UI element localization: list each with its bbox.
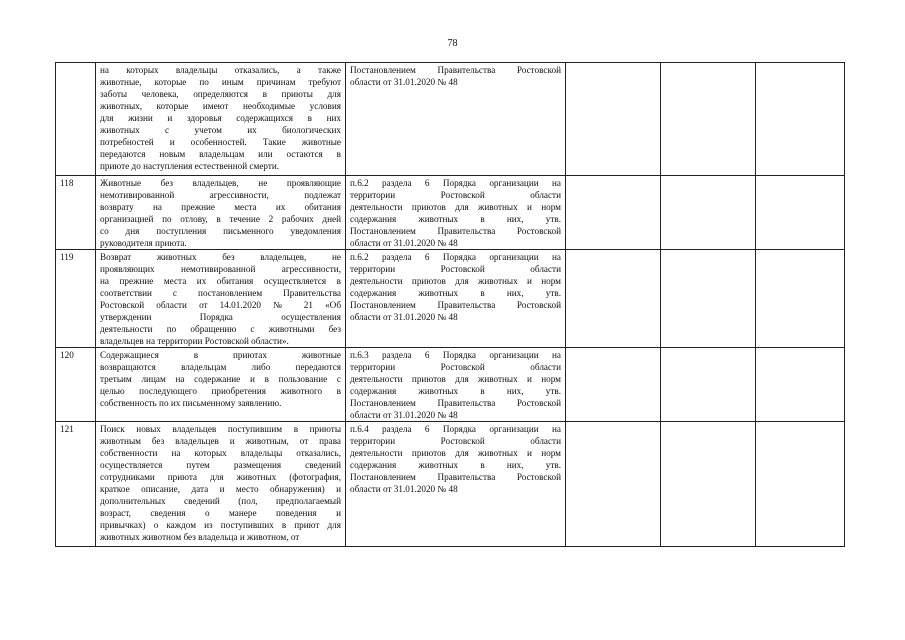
requirement-text-line: руководителя приюта. bbox=[100, 238, 187, 248]
requirement-text bbox=[96, 63, 346, 176]
legal-basis-line: Постановлением Правительства Ростовской bbox=[350, 472, 561, 482]
check-cell-c bbox=[756, 176, 845, 250]
requirements-table bbox=[55, 62, 845, 547]
legal-basis-line: территории Ростовской области bbox=[350, 264, 561, 274]
legal-basis-line: деятельности приютов для животных и норм bbox=[350, 276, 561, 286]
legal-basis-line: п.6.4 раздела 6 Порядка организации на bbox=[350, 424, 561, 434]
check-cell-b bbox=[661, 348, 756, 422]
requirement-text-line: со дня поступления письменного уведомления bbox=[100, 226, 341, 236]
row-number bbox=[56, 63, 96, 176]
legal-basis-line: области от 31.01.2020 № 48 bbox=[350, 77, 458, 87]
requirement-text-line: привычках) о каждом из поступивших в приют для bbox=[100, 520, 341, 530]
requirement-text-line: целью последующего приобретения животного в bbox=[100, 386, 341, 396]
legal-basis-line: деятельности приютов для животных и норм bbox=[350, 374, 561, 384]
requirement-text-line: Животные без владельцев, не проявляющие bbox=[100, 178, 341, 188]
requirement-text bbox=[96, 176, 346, 250]
check-cell-b bbox=[661, 250, 756, 348]
table-row bbox=[56, 250, 845, 348]
requirement-text bbox=[96, 422, 346, 547]
requirement-text-line: на которых владельцы отказались, а также bbox=[100, 65, 341, 75]
table-row bbox=[56, 176, 845, 250]
requirement-text-line: для жизни и здоровья содержащихся в них bbox=[100, 113, 341, 123]
row-number: 119 bbox=[56, 250, 96, 348]
requirement-text-line: животные, которые по иным причинам требуют bbox=[100, 77, 341, 87]
requirement-text-line: утверждении Порядка осуществления bbox=[100, 312, 341, 322]
requirement-text bbox=[96, 348, 346, 422]
table-row bbox=[56, 63, 845, 176]
legal-basis-line: Постановлением Правительства Ростовской bbox=[350, 226, 561, 236]
requirement-text-line: Поиск новых владельцев поступившим в приюты bbox=[100, 424, 341, 434]
legal-basis-line: области от 31.01.2020 № 48 bbox=[350, 484, 458, 494]
requirement-text-line: дополнительных сведений (пол, предполагаемый bbox=[100, 496, 341, 506]
requirement-text-line: организацией по отлову, в течение 2 рабочих дней bbox=[100, 214, 341, 224]
requirement-text-line: собственность по их письменному заявлению. bbox=[100, 398, 282, 408]
check-cell-b bbox=[661, 422, 756, 547]
row-number: 118 bbox=[56, 176, 96, 250]
row-number: 121 bbox=[56, 422, 96, 547]
check-cell-c bbox=[756, 63, 845, 176]
requirement-text-line: животных животном без владельца и животном, от bbox=[100, 532, 300, 542]
requirement-text-line: третьим лицам на содержание и в пользование с bbox=[100, 374, 341, 384]
legal-basis-line: п.6.2 раздела 6 Порядка организации на bbox=[350, 178, 561, 188]
requirement-text-line: животных с учетом их биологических bbox=[100, 125, 341, 135]
check-cell-b bbox=[661, 176, 756, 250]
requirement-text-line: возраст, сведения о манере поведения и bbox=[100, 508, 341, 518]
check-cell-a bbox=[566, 422, 661, 547]
requirement-text-line: животным без владельцев и животным, от права bbox=[100, 436, 341, 446]
requirement-text bbox=[96, 250, 346, 348]
requirement-text-line: собственности на которых владельцы отказались, bbox=[100, 448, 341, 458]
check-cell-a bbox=[566, 176, 661, 250]
check-cell-b bbox=[661, 63, 756, 176]
legal-basis-line: территории Ростовской области bbox=[350, 190, 561, 200]
check-cell-a bbox=[566, 250, 661, 348]
check-cell-c bbox=[756, 422, 845, 547]
table-row bbox=[56, 348, 845, 422]
requirement-text-line: животных, которые имеют необходимые условия bbox=[100, 101, 341, 111]
legal-basis-line: п.6.3 раздела 6 Порядка организации на bbox=[350, 350, 561, 360]
page-number: 78 bbox=[447, 38, 458, 49]
legal-basis-line: Постановлением Правительства Ростовской bbox=[350, 300, 561, 310]
requirement-text-line: на прежние места их обитания осуществляется в bbox=[100, 276, 341, 286]
legal-basis-line: области от 31.01.2020 № 48 bbox=[350, 312, 458, 322]
legal-basis bbox=[346, 348, 566, 422]
check-cell-c bbox=[756, 348, 845, 422]
requirement-text-line: сотрудниками приюта для животных (фотография, bbox=[100, 472, 341, 482]
legal-basis-line: Постановлением Правительства Ростовской bbox=[350, 398, 561, 408]
table-row bbox=[56, 422, 845, 547]
table-body bbox=[56, 63, 845, 547]
requirement-text-line: осуществляется путем размещения сведений bbox=[100, 460, 341, 470]
requirement-text-line: Содержащиеся в приютах животные bbox=[100, 350, 341, 360]
requirement-text-line: возврату на прежние места их обитания bbox=[100, 202, 341, 212]
requirement-text-line: приюте до наступления естественной смерти. bbox=[100, 161, 280, 171]
requirement-text-line: немотивированной агрессивности, подлежат bbox=[100, 190, 341, 200]
requirement-text-line: краткое описание, дата и место обнаружения) и bbox=[100, 484, 341, 494]
requirement-text-line: Возврат животных без владельцев, не bbox=[100, 252, 341, 262]
check-cell-a bbox=[566, 348, 661, 422]
requirement-text-line: передаются новым владельцам или остаются в bbox=[100, 149, 341, 159]
requirement-text-line: Ростовской области от 14.01.2020 № 21 «Об bbox=[100, 300, 341, 310]
legal-basis-line: территории Ростовской области bbox=[350, 436, 561, 446]
legal-basis-line: области от 31.01.2020 № 48 bbox=[350, 238, 458, 248]
legal-basis bbox=[346, 250, 566, 348]
requirement-text-line: потребностей и особенностей. Такие животные bbox=[100, 137, 341, 147]
requirement-text-line: деятельности по обращению с животными без bbox=[100, 324, 341, 334]
requirement-text-line: заботы человека, определяются в приюты для bbox=[100, 89, 341, 99]
legal-basis-line: области от 31.01.2020 № 48 bbox=[350, 410, 458, 420]
row-number: 120 bbox=[56, 348, 96, 422]
legal-basis-line: территории Ростовской области bbox=[350, 362, 561, 372]
legal-basis bbox=[346, 63, 566, 176]
legal-basis-line: деятельности приютов для животных и норм bbox=[350, 448, 561, 458]
legal-basis bbox=[346, 176, 566, 250]
legal-basis-line: содержания животных в них, утв. bbox=[350, 460, 561, 470]
check-cell-c bbox=[756, 250, 845, 348]
legal-basis-line: Постановлением Правительства Ростовской bbox=[350, 65, 561, 75]
legal-basis bbox=[346, 422, 566, 547]
requirement-text-line: владельцев на территории Ростовской области». bbox=[100, 336, 289, 346]
legal-basis-line: содержания животных в них, утв. bbox=[350, 214, 561, 224]
legal-basis-line: п.6.2 раздела 6 Порядка организации на bbox=[350, 252, 561, 262]
legal-basis-line: деятельности приютов для животных и норм bbox=[350, 202, 561, 212]
requirement-text-line: возвращаются владельцам либо передаются bbox=[100, 362, 341, 372]
requirement-text-line: соответствии с постановлением Правительства bbox=[100, 288, 341, 298]
requirement-text-line: проявляющих немотивированной агрессивности, bbox=[100, 264, 341, 274]
legal-basis-line: содержания животных в них, утв. bbox=[350, 386, 561, 396]
legal-basis-line: содержания животных в них, утв. bbox=[350, 288, 561, 298]
check-cell-a bbox=[566, 63, 661, 176]
